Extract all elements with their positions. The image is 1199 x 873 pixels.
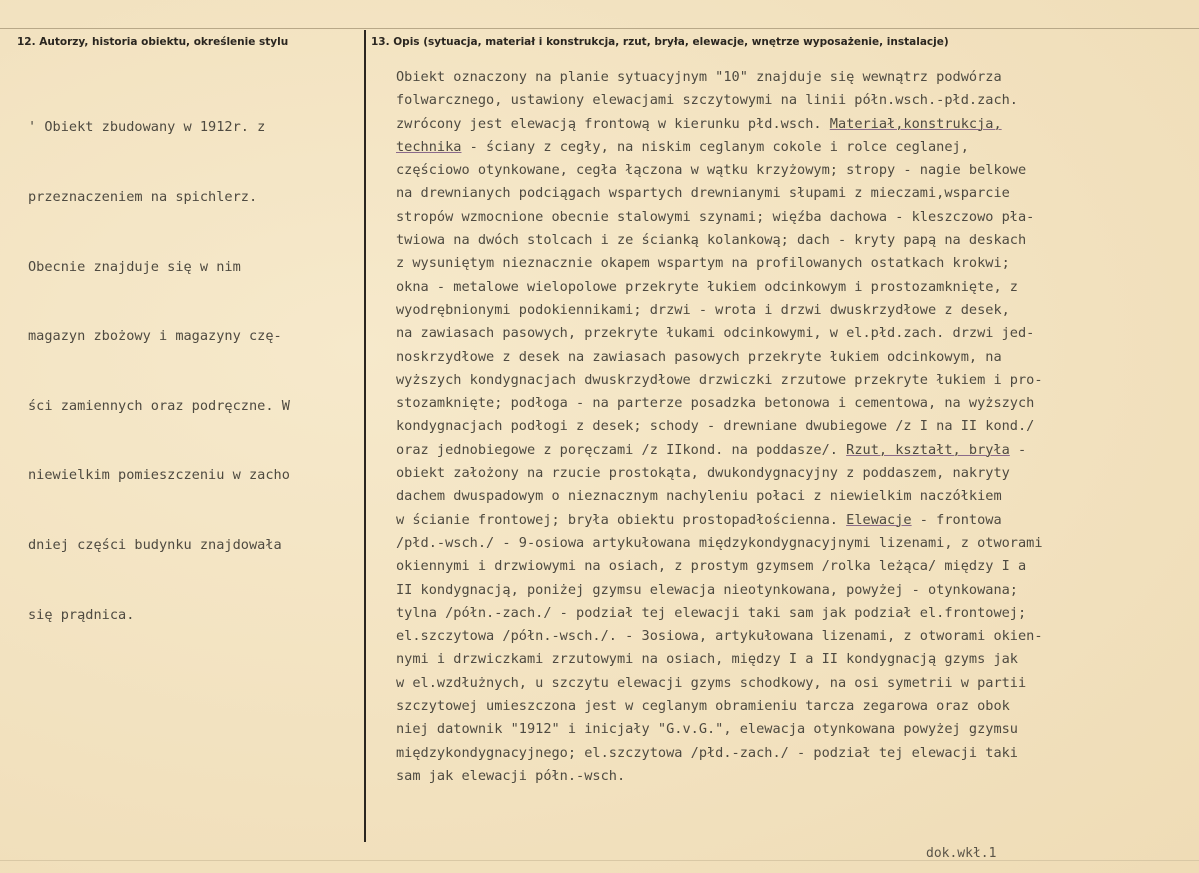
text-line [396,415,1196,438]
text-line [396,299,1196,322]
text-line [396,555,1196,578]
text-segment: na zawiasach pasowych, przekryte łukami odcinkowymi, w el.płd.zach. drzwi jed- [396,325,1035,342]
text-segment: obiekt założony na rzucie prostokąta, dwukondygnacyjny z poddaszem, nakryty [396,465,1010,482]
text-line [396,206,1196,229]
text-segment: szczytowej umieszczona jest w ceglanym obramieniu tarcza zegarowa oraz obok [396,698,1010,715]
text-line [396,322,1196,345]
document-reference: dok.wkł.1 [926,846,997,861]
text-line [396,182,1196,205]
text-segment: folwarcznego, ustawiony elewacjami szczytowymi na linii półn.wsch.-płd.zach. [396,92,1018,109]
text-line: Obecnie znajduje się w nim [28,258,241,275]
text-segment: okna - metalowe wielopolowe przekryte łukiem odcinkowym i prostozamknięte, z [396,278,1018,295]
text-segment: na drewnianych podciągach wspartych drewnianymi słupami z mieczami,wsparcie [396,185,1010,202]
column-divider [364,30,366,842]
text-line: ści zamiennych oraz podręczne. W [28,397,290,414]
underlined-heading: Rzut, kształt, bryła [846,441,1010,458]
text-line [396,672,1196,695]
text-line [396,765,1196,788]
text-segment: - [1009,441,1027,458]
text-line [396,648,1196,671]
text-line [396,252,1196,275]
text-line [396,439,1196,462]
text-segment: okiennymi i drzwiowymi na osiach, z prostym gzymsem /rolka leżąca/ między I a [396,558,1027,575]
text-line [396,602,1196,625]
text-line: ' Obiekt zbudowany w 1912r. z [28,119,266,136]
section-12-body [28,70,360,673]
text-segment: sam jak elewacji półn.-wsch. [396,767,626,784]
text-line: przeznaczeniem na spichlerz. [28,189,258,205]
section-13-body [396,66,1196,788]
text-line [396,485,1196,508]
text-segment: stropów wzmocnione obecnie stalowymi szynami; więźba dachowa - kleszczowo pła- [396,208,1035,225]
bottom-rule [0,860,1199,861]
text-line [396,113,1196,136]
text-segment: Obiekt oznaczony na planie sytuacyjnym "10" znajduje się wewnątrz podwórza [396,69,1002,85]
text-segment: w ścianie frontowej; bryła obiektu prostopadłościenna. [396,511,847,528]
text-segment: el.szczytowa /półn.-wsch./. - 3osiowa, artykułowana lizenami, z otworami okien- [396,628,1043,645]
text-line [396,579,1196,602]
text-segment: zwrócony jest elewacją frontową w kierunku płd.wsch. [396,115,830,132]
section-12-header: 12. Autorzy, historia obiektu, określenie stylu [17,36,289,48]
text-line [396,229,1196,252]
text-segment: /płd.-wsch./ - 9-osiowa artykułowana międzykondygnacyjnymi lizenami, z otworami [396,534,1043,551]
text-line: dniej części budynku znajdowała [28,536,282,553]
text-segment: noskrzydłowe z desek na zawiasach pasowych przekryte łukiem odcinkowym, na [396,348,1002,365]
text-line [396,718,1196,741]
text-line [396,369,1196,392]
text-segment: częściowo otynkowane, cegła łączona w wątku krzyżowym; stropy - nagie belkowe [396,162,1027,179]
text-segment: nymi i drzwiczkami zrzutowymi na osiach, między I a II kondygnacją gzyms jak [396,651,1018,668]
text-line [396,276,1196,299]
text-line [396,695,1196,718]
text-segment: wyższych kondygnacjach dwuskrzydłowe drzwiczki zrzutowe przekryte łukiem i pro- [396,371,1043,388]
text-segment: - ściany z cegły, na niskim ceglanym cokole i rolce ceglanej, [461,138,969,155]
text-line: się prądnica. [28,606,135,623]
text-line [396,532,1196,555]
text-segment: międzykondygnacyjnego; el.szczytowa /płd.-zach./ - podział tej elewacji taki [396,744,1018,761]
text-line [396,136,1196,159]
text-line [396,392,1196,415]
top-rule [0,28,1199,29]
text-segment: II kondygnacją, poniżej gzymsu elewacja nieotynkowana, powyżej - otynkowana; [396,581,1018,598]
text-line: niewielkim pomieszczeniu w zacho [28,467,290,484]
text-line [396,509,1196,532]
text-line [396,625,1196,648]
text-segment: dachem dwuspadowym o nieznacznym nachyleniu połaci z niewielkim naczółkiem [396,488,1002,505]
text-segment: oraz jednobiegowe z poręczami /z IIkond. na poddasze/. [396,441,847,458]
text-segment: w el.wzdłużnych, u szczytu elewacji gzyms schodkowy, na osi symetrii w partii [396,674,1027,691]
text-segment: tylna /półn.-zach./ - podział tej elewacji taki sam jak podział el.frontowej; [396,604,1027,621]
text-line [396,462,1196,485]
text-segment: kondygnacjach podłogi z desek; schody - drewniane dwubiegowe /z I na II kond./ [396,418,1035,435]
text-line [396,66,1196,89]
text-segment: wyodrębnionymi podokiennikami; drzwi - wrota i drzwi dwuskrzydłowe z desek, [396,301,1010,318]
underlined-heading: Elewacje [846,511,912,528]
text-segment: - frontowa [911,511,1002,528]
text-line [396,159,1196,182]
text-line: magazyn zbożowy i magazyny czę- [28,328,282,345]
text-line [396,742,1196,765]
section-13-header: 13. Opis (sytuacja, materiał i konstrukcja, rzut, bryła, elewacje, wnętrze wyposażenie, instalacje) [371,36,949,48]
text-line [396,89,1196,112]
text-segment: z wysuniętym nieznacznie okapem wspartym na profilowanych ostatkach krokwi; [396,255,1010,272]
text-segment: stozamknięte; podłoga - na parterze posadzka betonowa i cementowa, na wyższych [396,395,1035,412]
underlined-heading: technika [396,138,462,155]
underlined-heading: Materiał,konstrukcja, [829,115,1002,132]
text-segment: niej datownik "1912" i inicjały "G.v.G.", elewacja otynkowana powyżej gzymsu [396,721,1018,738]
text-line [396,346,1196,369]
text-segment: twiowa na dwóch stolcach i ze ścianką kolankową; dach - kryty papą na deskach [396,232,1027,249]
